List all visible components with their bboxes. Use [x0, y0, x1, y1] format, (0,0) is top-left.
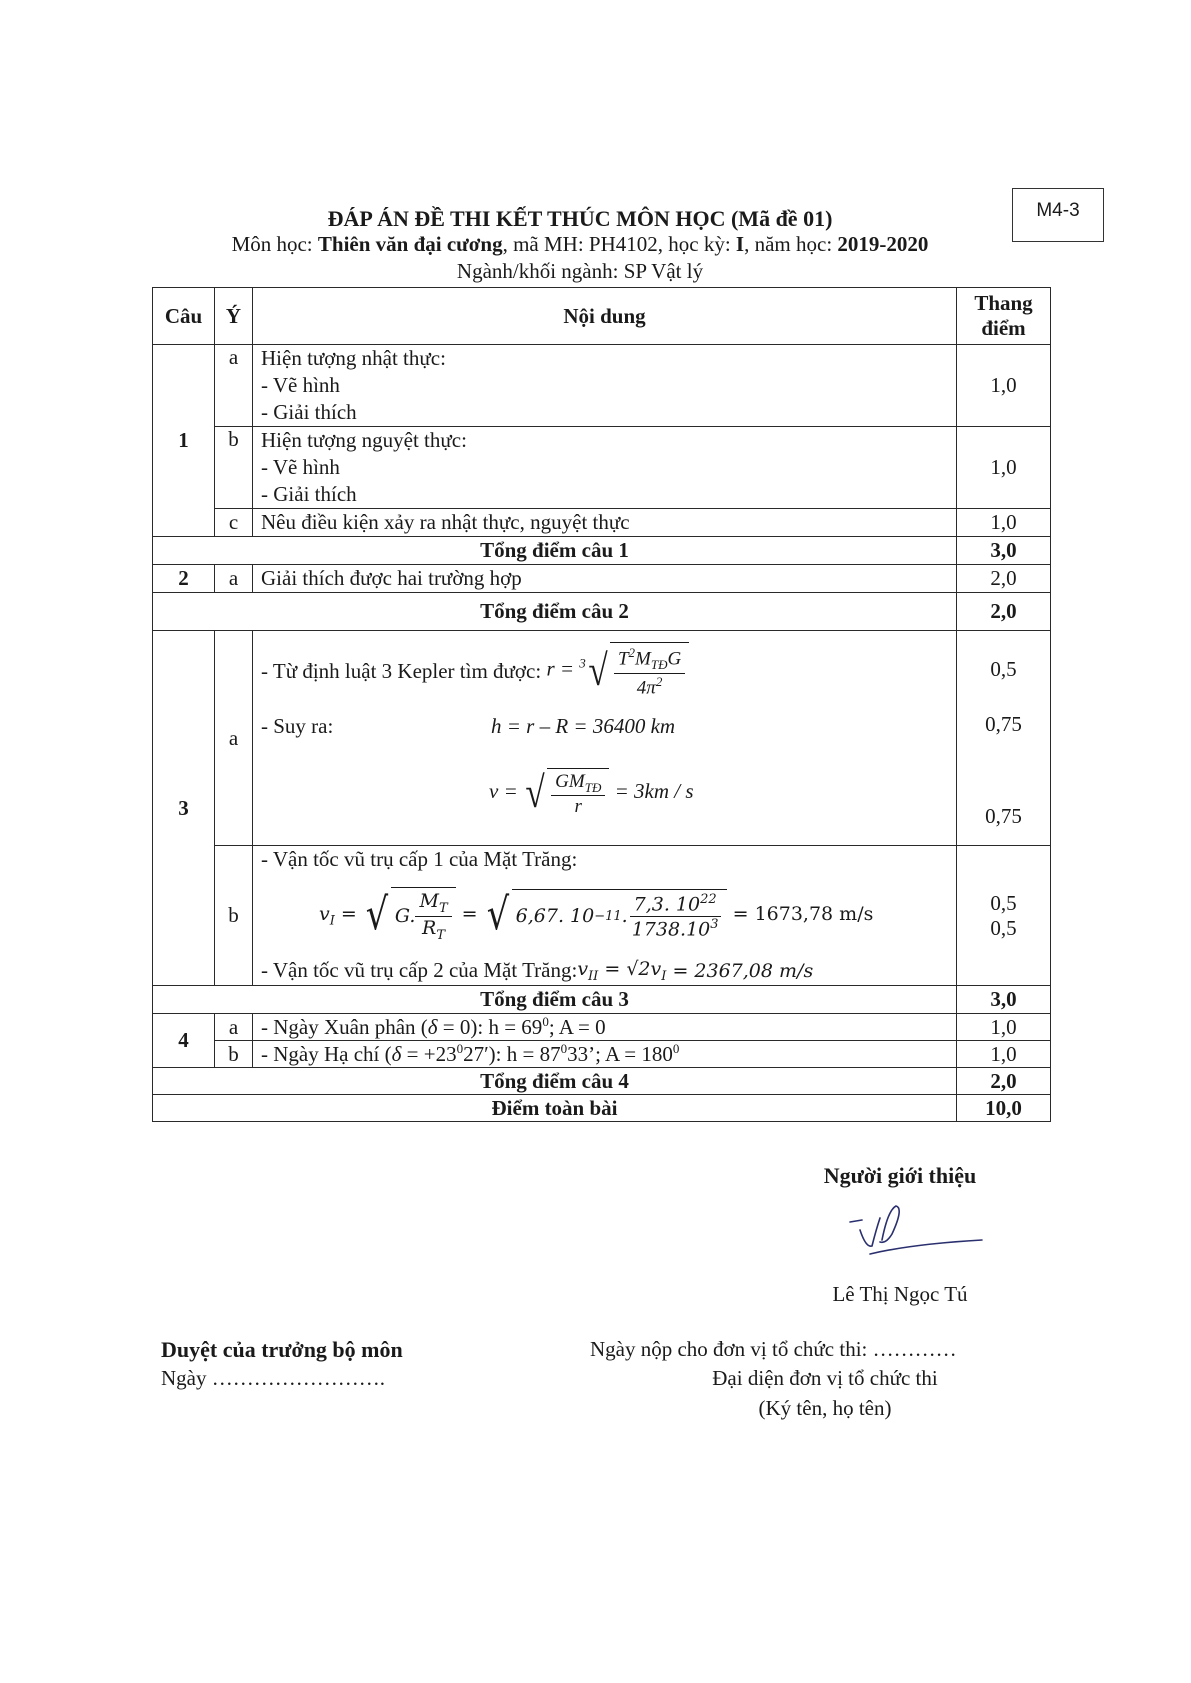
content-text: - Ngày Xuân phân ( [261, 1015, 428, 1039]
velocity-formula: v = √ $\frac{GM_{TĐ}}{r}$ = 3km / s [489, 767, 694, 818]
height-formula: h = r – R = 36400 km [491, 713, 676, 738]
form-code-box: M4-3 [1012, 188, 1104, 242]
table-row [153, 631, 1051, 846]
approval-title: Duyệt của trưởng bộ môn [161, 1337, 403, 1362]
table-row [153, 345, 1051, 427]
subject-line [150, 232, 1010, 257]
content-line: - Vận tốc vũ trụ cấp 2 của Mặt Trăng: [261, 958, 578, 982]
total-label: Tổng điểm câu 2 [153, 593, 957, 631]
radical-icon: √ [365, 888, 389, 940]
header-y: Ý [215, 288, 253, 345]
item-label: b [215, 846, 253, 986]
subject-prefix: Môn học: [231, 232, 318, 256]
total-label: Tổng điểm câu 1 [153, 537, 957, 565]
subject-name: Thiên văn đại cương [317, 232, 503, 256]
radical-icon: √ [486, 888, 509, 940]
velocity-line [261, 743, 948, 843]
header-cau: Câu [153, 288, 215, 345]
question-number: 1 [153, 345, 215, 537]
subject-code: , mã MH: PH4102, học kỳ: [502, 232, 736, 256]
total-row [153, 593, 1051, 631]
table-row [153, 1041, 1051, 1068]
item-content: - Ngày Hạ chí $(\delta = +23^027')$: $h = 87^033$’; $A = 180^0$ [253, 1041, 957, 1068]
school-year: 2019-2020 [837, 232, 929, 256]
table-header-row [153, 288, 1051, 345]
height-line [261, 709, 948, 743]
submission-representative: Đại diện đơn vị tổ chức thi [712, 1366, 938, 1390]
item-points [957, 631, 1051, 846]
grand-total-points: 10,0 [957, 1095, 1051, 1122]
radical-icon: √ [525, 767, 545, 817]
points-line: 0,75 [985, 712, 1022, 736]
total-points: 2,0 [957, 1068, 1051, 1095]
item-label: c [215, 509, 253, 537]
content-line: - Vẽ hình [261, 455, 340, 479]
content-line: Hiện tượng nguyệt thực: [261, 428, 467, 452]
kepler-formula: r = $^3$ √ $\frac{T^2M_{TĐ}G}{4\pi^2}$ [546, 642, 689, 699]
item-label: b [215, 427, 253, 509]
total-points: 3,0 [957, 537, 1051, 565]
points-line: 0,75 [985, 804, 1022, 828]
total-points: 3,0 [957, 986, 1051, 1014]
submission-sign-note: (Ký tên, họ tên) [758, 1396, 892, 1420]
question-number: 3 [153, 631, 215, 986]
total-row [153, 986, 1051, 1014]
item-content [253, 846, 957, 986]
radical-icon: √ [588, 645, 608, 695]
document-title: ĐÁP ÁN ĐỀ THI KẾT THÚC MÔN HỌC (Mã đề 01) [327, 206, 833, 231]
content-text: 27′): h = 87 [463, 1042, 561, 1066]
second-velocity-line: - Vận tốc vũ trụ cấp 2 của Mặt Trăng: $v_{II} = √2v_I$ = 2367,08 m/s [261, 957, 814, 984]
question-number: 4 [153, 1014, 215, 1068]
item-points: 1,0 [957, 427, 1051, 509]
escape-velocity-line [261, 873, 948, 957]
item-content [253, 345, 957, 427]
points-line: 0,5 [990, 657, 1017, 681]
approval-date: Ngày ……………………. [161, 1366, 385, 1390]
points-line: 0,5 [990, 890, 1017, 915]
total-label: Tổng điểm câu 3 [153, 986, 957, 1014]
major-line: Ngành/khối ngành: SP Vật lý [456, 259, 704, 283]
submission-date: Ngày nộp cho đơn vị tổ chức thi: ………… [590, 1337, 957, 1361]
grading-table [152, 287, 1051, 1122]
introducer-title: Người giới thiệu [823, 1163, 977, 1188]
velocity-result: = 3km / s [614, 778, 694, 803]
total-points: 2,0 [957, 593, 1051, 631]
item-label: a [215, 1014, 253, 1041]
content-line: - Giải thích [261, 400, 357, 424]
year-prefix: , năm học: [744, 232, 838, 256]
signature-icon [842, 1200, 992, 1280]
item-label: a [215, 345, 253, 427]
table-row [153, 846, 1051, 986]
content-line: - Từ định luật 3 Kepler tìm được: [261, 658, 542, 683]
item-content: Nêu điều kiện xảy ra nhật thực, nguyệt thực [253, 509, 957, 537]
first-velocity-formula: $v_I$ = √ G. $\frac{M_T}{R_T}$ = √ 6,67. 10 −11 . $\frac{7,3. 10^{22}}{1738.10^3}$ = 1673,78 m/s [319, 888, 874, 943]
item-label: a [215, 631, 253, 846]
header-points: Thang điểm [957, 288, 1051, 345]
semester: I [735, 232, 745, 256]
total-row [153, 537, 1051, 565]
content-text: = 0): h = 69 [442, 1015, 543, 1039]
content-text: 33’; A = 180 [567, 1042, 673, 1066]
content-line: - Giải thích [261, 482, 357, 506]
item-points: 1,0 [957, 1014, 1051, 1041]
introducer-name: Lê Thị Ngọc Tú [832, 1282, 968, 1306]
item-points: 1,0 [957, 345, 1051, 427]
grand-total-row [153, 1095, 1051, 1122]
points-line: 0,5 [990, 915, 1017, 940]
kepler-line [261, 633, 948, 709]
table-row [153, 565, 1051, 593]
item-points: 2,0 [957, 565, 1051, 593]
item-content [253, 427, 957, 509]
total-label: Tổng điểm câu 4 [153, 1068, 957, 1095]
content-text: - Ngày Hạ chí ( [261, 1042, 392, 1066]
content-line: - Suy ra: [261, 713, 334, 738]
content-text: = +23 [406, 1042, 457, 1066]
item-label: b [215, 1041, 253, 1068]
header-content: Nội dung [253, 288, 957, 345]
table-row [153, 1014, 1051, 1041]
item-label: a [215, 565, 253, 593]
item-points: 1,0 [957, 509, 1051, 537]
table-row [153, 427, 1051, 509]
content-line: - Vận tốc vũ trụ cấp 1 của Mặt Trăng: [261, 846, 578, 871]
table-row [153, 509, 1051, 537]
content-text: ; A = 0 [548, 1015, 606, 1039]
content-line: Hiện tượng nhật thực: [261, 346, 446, 370]
item-content: Giải thích được hai trường hợp [253, 565, 957, 593]
question-number: 2 [153, 565, 215, 593]
item-points [957, 846, 1051, 986]
item-content [253, 631, 957, 846]
second-velocity-result: = 2367,08 m/s [672, 959, 814, 982]
grand-total-label: Điểm toàn bài [153, 1095, 957, 1122]
total-row [153, 1068, 1051, 1095]
item-points: 1,0 [957, 1041, 1051, 1068]
content-line: - Vẽ hình [261, 373, 340, 397]
item-content: - Ngày Xuân phân (δ = 0): $h = 69^0$; A = 0 [253, 1014, 957, 1041]
first-velocity-result: = 1673,78 m/s [732, 902, 874, 925]
